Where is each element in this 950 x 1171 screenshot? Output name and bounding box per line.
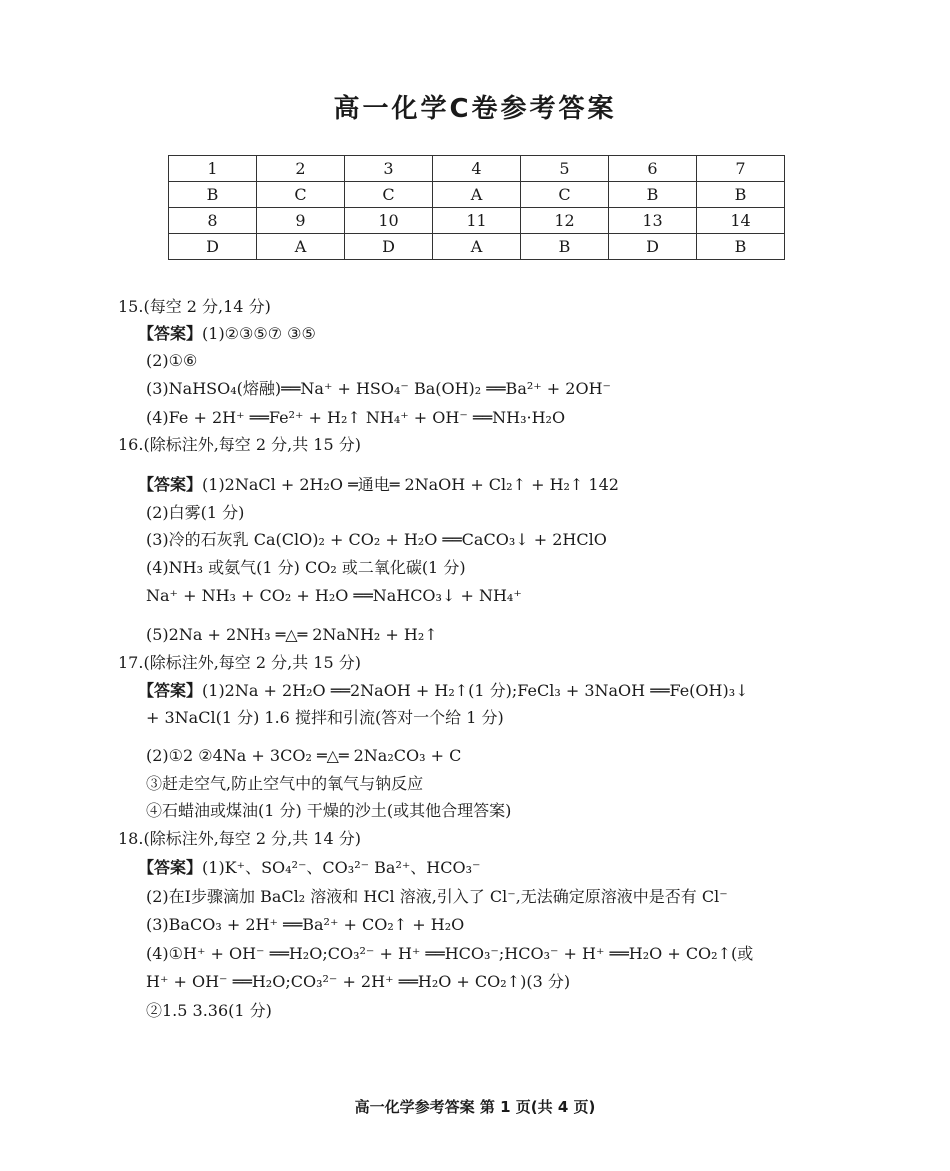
page-title: 高一化学C卷参考答案 [333, 94, 617, 124]
answer-line: (3)冷的石灰乳 Ca(ClO)₂ + CO₂ + H₂O ══CaCO₃↓ + 2HClO [146, 530, 607, 549]
answer-label: 【答案】 [138, 475, 203, 494]
answer-line: (2)①2 ②4Na + 3CO₂ ═△═ 2Na₂CO₃ + C [146, 746, 462, 765]
table-cell: D [609, 234, 697, 260]
answer-line: (2)①⑥ [146, 351, 198, 370]
answer-line: Na⁺ + NH₃ + CO₂ + H₂O ══NaHCO₃↓ + NH₄⁺ [146, 586, 522, 605]
answer-line: + 3NaCl(1 分) 1.6 搅拌和引流(答对一个给 1 分) [146, 708, 504, 727]
answer-line: (4)①H⁺ + OH⁻ ══H₂O;CO₃²⁻ + H⁺ ══HCO₃⁻;HCO₃⁻ + H⁺ ══H₂O + CO₂↑(或 [146, 944, 754, 963]
table-cell: 5 [521, 156, 609, 182]
answer-label: 【答案】 [138, 324, 203, 343]
answer-label: 【答案】 [138, 681, 203, 700]
table-cell: 6 [609, 156, 697, 182]
table-row [169, 234, 785, 260]
table-cell: 3 [345, 156, 433, 182]
answer-line [138, 323, 316, 345]
answer-label: 【答案】 [138, 858, 203, 877]
table-cell: B [169, 182, 257, 208]
table-cell: A [433, 182, 521, 208]
table-cell: C [257, 182, 345, 208]
answer-line: ③赶走空气,防止空气中的氧气与钠反应 [146, 774, 424, 793]
question-18-header: 18.(除标注外,每空 2 分,共 14 分) [118, 829, 361, 848]
page-footer: 高一化学参考答案 第 1 页(共 4 页) [354, 1098, 596, 1116]
answer-line [138, 474, 619, 496]
table-cell: A [257, 234, 345, 260]
answer-line: (5)2Na + 2NH₃ ═△═ 2NaNH₂ + H₂↑ [146, 625, 438, 644]
table-cell: C [521, 182, 609, 208]
answer-line: (4)NH₃ 或氨气(1 分) CO₂ 或二氧化碳(1 分) [146, 558, 466, 577]
answer-line: (2)白雾(1 分) [146, 503, 245, 522]
answer-text: (1)2NaCl + 2H₂O ═通电═ 2NaOH + Cl₂↑ + H₂↑ 142 [202, 475, 619, 494]
answer-line: ②1.5 3.36(1 分) [146, 1001, 272, 1020]
table-cell: 9 [257, 208, 345, 234]
answer-line [138, 857, 480, 879]
answer-text: (1)②③⑤⑦ ③⑤ [202, 324, 316, 343]
table-cell: 10 [345, 208, 433, 234]
table-cell: 11 [433, 208, 521, 234]
answer-line: (4)Fe + 2H⁺ ══Fe²⁺ + H₂↑ NH₄⁺ + OH⁻ ══NH₃·H₂O [146, 408, 566, 427]
table-cell: 2 [257, 156, 345, 182]
table-row [169, 208, 785, 234]
table-cell: 14 [697, 208, 785, 234]
answer-line: (3)BaCO₃ + 2H⁺ ══Ba²⁺ + CO₂↑ + H₂O [146, 915, 465, 934]
table-cell: C [345, 182, 433, 208]
table-cell: A [433, 234, 521, 260]
table-cell: D [345, 234, 433, 260]
question-17-header: 17.(除标注外,每空 2 分,共 15 分) [118, 653, 361, 672]
question-16-header: 16.(除标注外,每空 2 分,共 15 分) [118, 435, 361, 454]
answer-line: (2)在Ⅰ步骤滴加 BaCl₂ 溶液和 HCl 溶液,引入了 Cl⁻,无法确定原溶液中是否有 Cl⁻ [146, 887, 728, 906]
table-row [169, 156, 785, 182]
answer-text: (1)2Na + 2H₂O ══2NaOH + H₂↑(1 分);FeCl₃ + 3NaOH ══Fe(OH)₃↓ [202, 681, 749, 700]
table-cell: B [609, 182, 697, 208]
answer-text: (1)K⁺、SO₄²⁻、CO₃²⁻ Ba²⁺、HCO₃⁻ [202, 858, 481, 877]
table-cell: 12 [521, 208, 609, 234]
table-cell: 13 [609, 208, 697, 234]
table-cell: 7 [697, 156, 785, 182]
table-cell: B [697, 182, 785, 208]
answer-line: H⁺ + OH⁻ ══H₂O;CO₃²⁻ + 2H⁺ ══H₂O + CO₂↑)(3 分) [146, 972, 571, 991]
answer-line [138, 680, 749, 702]
table-cell: 8 [169, 208, 257, 234]
table-cell: 4 [433, 156, 521, 182]
table-cell: B [521, 234, 609, 260]
table-cell: B [697, 234, 785, 260]
question-15-header: 15.(每空 2 分,14 分) [118, 297, 271, 316]
table-row [169, 182, 785, 208]
answer-table [168, 155, 785, 260]
answer-line: ④石蜡油或煤油(1 分) 干燥的沙土(或其他合理答案) [146, 801, 512, 820]
table-cell: D [169, 234, 257, 260]
table-cell: 1 [169, 156, 257, 182]
answer-line: (3)NaHSO₄(熔融)══Na⁺ + HSO₄⁻ Ba(OH)₂ ══Ba²⁺ + 2OH⁻ [146, 379, 611, 398]
